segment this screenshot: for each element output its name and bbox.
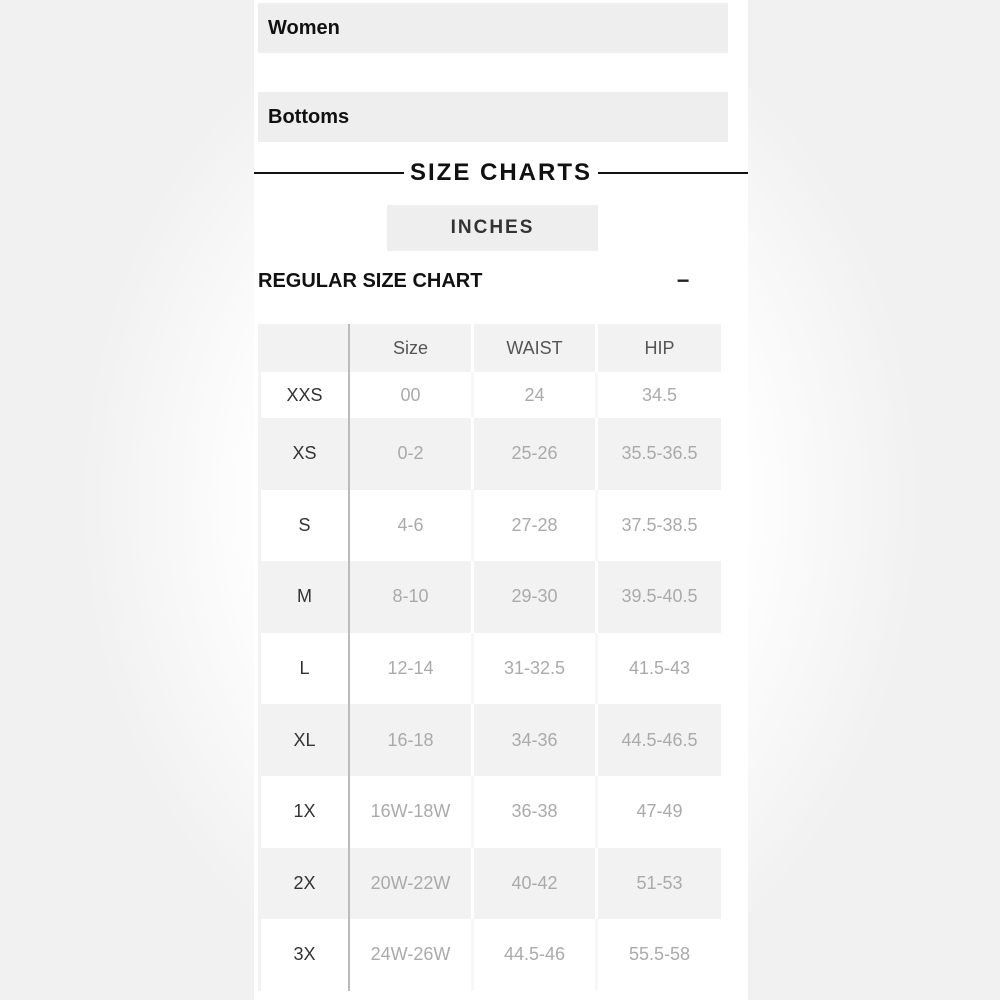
row-label: 1X [258,776,350,848]
hip-cell: 44.5-46.5 [598,704,724,776]
size-charts-title: SIZE CHARTS [410,159,593,186]
waist-cell: 36-38 [474,776,598,848]
row-label: XXS [258,372,350,418]
row-label: S [258,490,350,562]
row-label: 2X [258,848,350,920]
header-cell [258,324,350,372]
row-label: XL [258,704,350,776]
gender-selector-label: Women [268,16,340,39]
size-cell: 16W-18W [350,776,474,848]
inches-unit-button[interactable]: INCHES [387,205,598,251]
row-label: M [258,561,350,633]
hip-cell: 55.5-58 [598,919,724,991]
table-row [258,633,724,705]
category-selector-label: Bottoms [268,105,350,128]
table-row [258,490,724,562]
hip-cell: 34.5 [598,372,724,418]
size-cell: 4-6 [350,490,474,562]
waist-cell: 31-32.5 [474,633,598,705]
waist-cell: 44.5-46 [474,919,598,991]
row-label: XS [258,418,350,490]
row-label: 3X [258,919,350,991]
row-label: L [258,633,350,705]
header-cell-size: Size [350,324,474,372]
table-row [258,561,724,633]
table-row [258,704,724,776]
heading-rule-right [598,172,748,174]
size-cell: 0-2 [350,418,474,490]
size-cell: 20W-22W [350,848,474,920]
size-cell: 00 [350,372,474,418]
hip-cell: 47-49 [598,776,724,848]
size-charts-heading [254,155,748,191]
gender-selector[interactable] [258,3,728,53]
heading-rule-left [254,172,404,174]
table-header-row [258,324,724,372]
waist-cell: 25-26 [474,418,598,490]
size-chart-table [258,324,724,991]
hip-cell: 39.5-40.5 [598,561,724,633]
waist-cell: 29-30 [474,561,598,633]
size-cell: 24W-26W [350,919,474,991]
waist-cell: 34-36 [474,704,598,776]
size-cell: 12-14 [350,633,474,705]
regular-size-chart-title: REGULAR SIZE CHART [258,270,483,292]
collapse-icon[interactable]: − [676,268,690,293]
hip-cell: 51-53 [598,848,724,920]
category-selector[interactable] [258,92,728,142]
table-row [258,372,724,418]
header-cell-waist: WAIST [474,324,598,372]
waist-cell: 24 [474,372,598,418]
hip-cell: 35.5-36.5 [598,418,724,490]
table-row [258,776,724,848]
hip-cell: 41.5-43 [598,633,724,705]
header-cell-hip: HIP [598,324,724,372]
hip-cell: 37.5-38.5 [598,490,724,562]
table-row [258,848,724,920]
size-cell: 8-10 [350,561,474,633]
size-cell: 16-18 [350,704,474,776]
waist-cell: 27-28 [474,490,598,562]
waist-cell: 40-42 [474,848,598,920]
table-row [258,919,724,991]
table-row [258,418,724,490]
